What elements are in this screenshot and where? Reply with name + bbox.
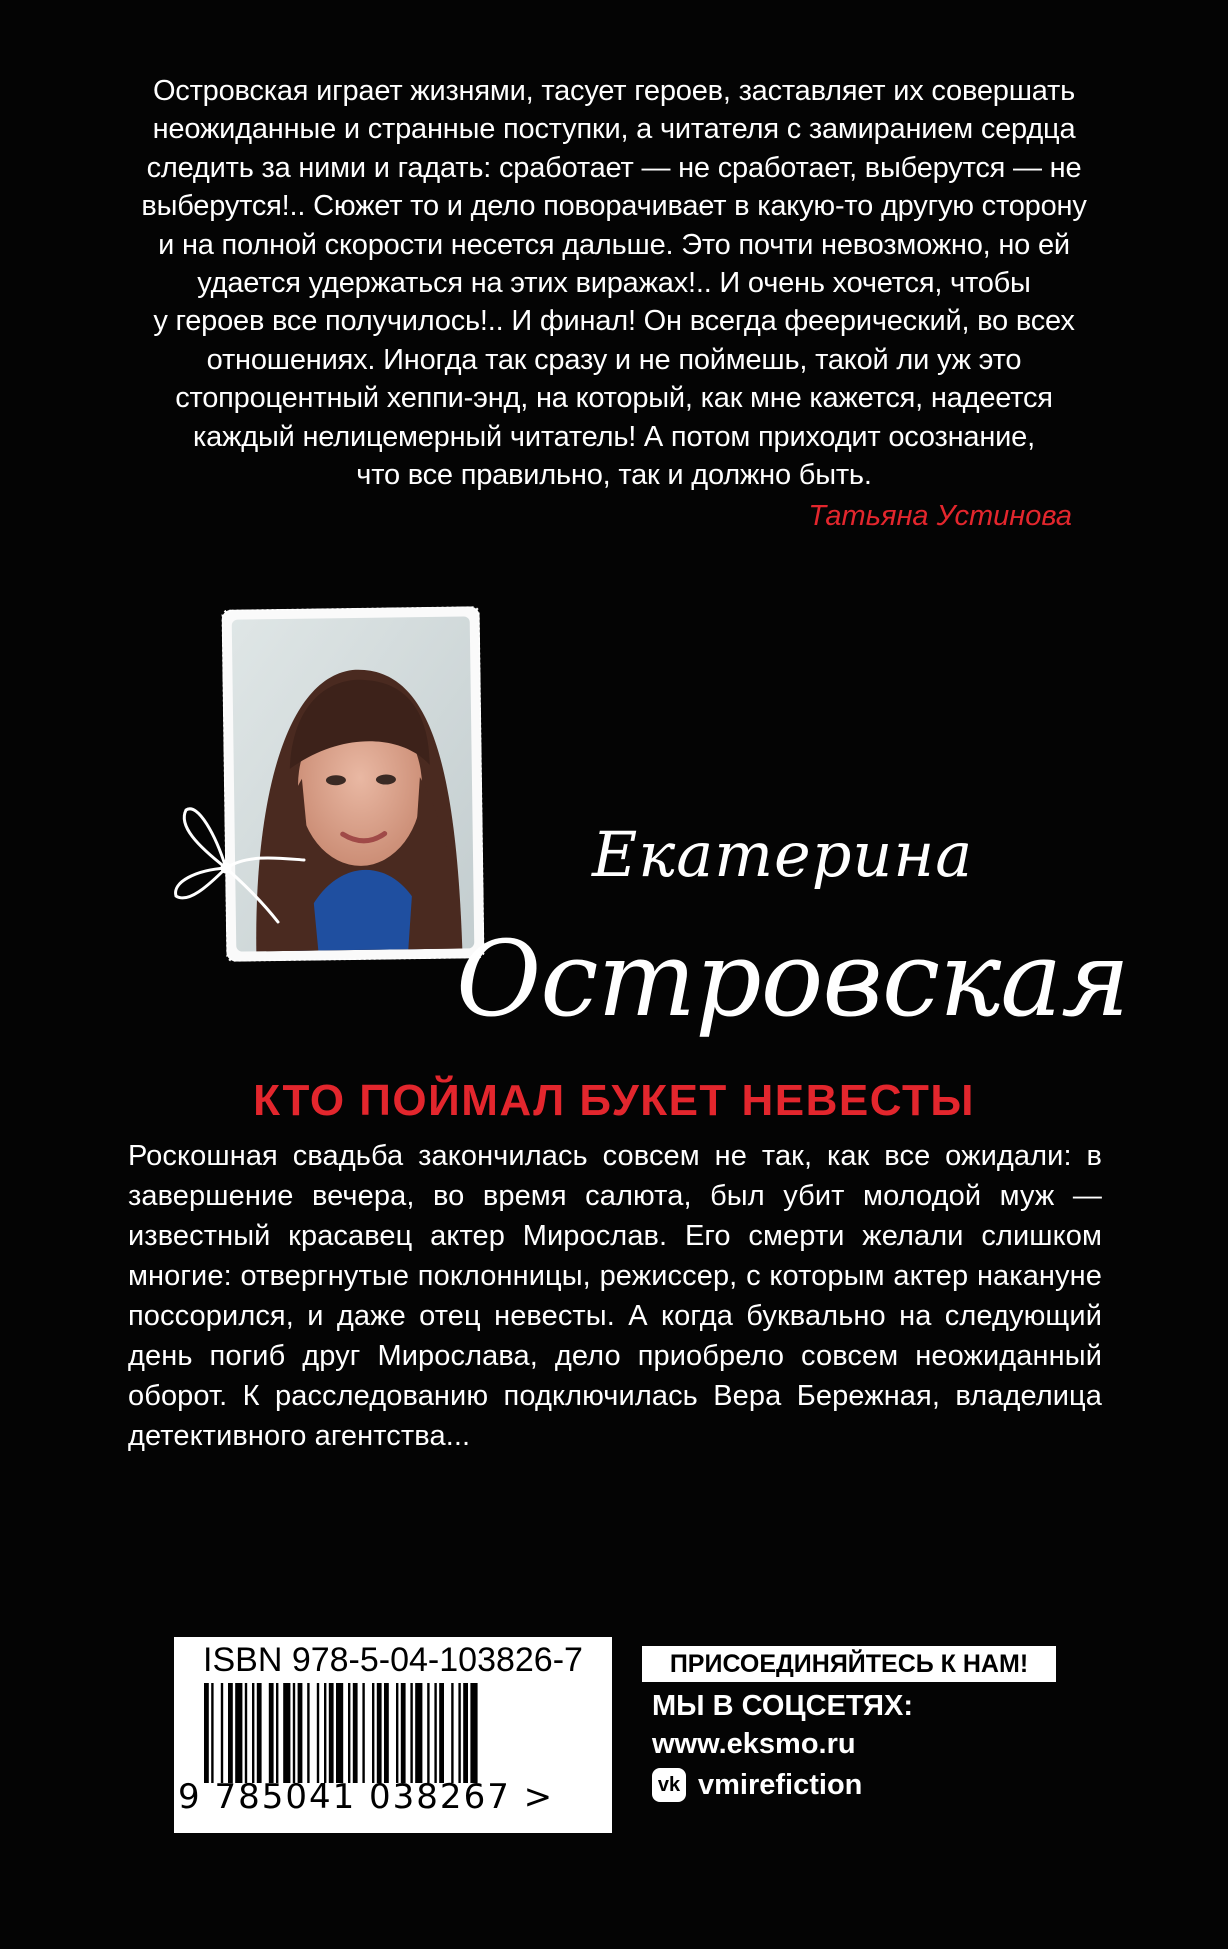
quote-line: и на полной скорости несется дальше. Это почти невозможно, но ей bbox=[158, 228, 1070, 261]
barcode-bar bbox=[269, 1683, 274, 1783]
author-last-name: Островская bbox=[456, 918, 1130, 1040]
barcode-bar bbox=[439, 1683, 444, 1783]
barcode-bar bbox=[458, 1683, 460, 1783]
book-blurb bbox=[128, 1136, 1102, 1456]
isbn-barcode bbox=[174, 1637, 612, 1833]
barcode-bar bbox=[401, 1683, 406, 1783]
barcode-bar bbox=[384, 1683, 389, 1783]
barcode-bars bbox=[204, 1683, 584, 1783]
barcode-bar bbox=[451, 1683, 453, 1783]
barcode-bar bbox=[221, 1683, 223, 1783]
quote-line: у героев все получилось!.. И финал! Он всегда феерический, во всех bbox=[153, 305, 1075, 338]
barcode-bar bbox=[324, 1683, 326, 1783]
author-first-name: Екатерина bbox=[592, 818, 974, 891]
barcode-bar bbox=[353, 1683, 358, 1783]
quote-attribution: Татьяна Устинова bbox=[808, 500, 1072, 532]
quote-line: стопроцентный хеппи-энд, на который, как мне кажется, надеется bbox=[175, 382, 1053, 415]
barcode-bar bbox=[204, 1683, 209, 1783]
barcode-bar bbox=[372, 1683, 374, 1783]
barcode-bar bbox=[317, 1683, 319, 1783]
barcode-bar bbox=[377, 1683, 382, 1783]
quote-line: отношениях. Иногда так сразу и не поймешь, такой ли уж это bbox=[206, 343, 1022, 376]
barcode-bar bbox=[307, 1683, 309, 1783]
quote-line: что все правильно, так и должно быть. bbox=[356, 459, 872, 492]
barcode-bar bbox=[211, 1683, 213, 1783]
barcode-bar bbox=[434, 1683, 436, 1783]
barcode-bar bbox=[410, 1683, 412, 1783]
vk-logo-icon: vk bbox=[652, 1768, 686, 1802]
barcode-bar bbox=[470, 1683, 477, 1783]
ribbon-bow-icon bbox=[168, 796, 308, 928]
barcode-bar bbox=[415, 1683, 422, 1783]
quote-line: удается удержаться на этих виражах!.. И очень хочется, чтобы bbox=[197, 267, 1031, 300]
quote-line: Островская играет жизнями, тасует героев, заставляет их совершать bbox=[152, 75, 1076, 107]
book-title: КТО ПОЙМАЛ БУКЕТ НЕВЕСТЫ bbox=[253, 1076, 975, 1125]
barcode-bar bbox=[348, 1683, 350, 1783]
quote-line: неожиданные и странные поступки, а читателя с замиранием сердца bbox=[152, 113, 1076, 146]
barcode-bar bbox=[228, 1683, 233, 1783]
barcode-bar bbox=[362, 1683, 364, 1783]
barcode-bar bbox=[257, 1683, 262, 1783]
barcode-bar bbox=[276, 1683, 278, 1783]
social-networks-label: МЫ В СОЦСЕТЯХ: bbox=[652, 1690, 914, 1722]
barcode-bar bbox=[252, 1683, 254, 1783]
barcode-bar bbox=[463, 1683, 468, 1783]
barcode-bar bbox=[396, 1683, 398, 1783]
barcode-bar bbox=[293, 1683, 295, 1783]
barcode-bar bbox=[329, 1683, 334, 1783]
vk-handle: vmirefiction bbox=[698, 1768, 863, 1801]
blurb-text: Роскошная свадьба закончилась совсем не так, как все ожидали: в завершение вечера, во время салюта, был убит молодой муж — известный красавец актер Мирослав. Его смерти желали слишком многие: отвергнутые поклонницы, режиссер, с которым актер накануне поссорился, и даже отец невесты. А когда буквально на следующий день погиб друг Мирослава, дело приобрело совсем неожиданный оборот. К расследованию подключилась Вера Бережная, владелица детективного агентства... bbox=[128, 1140, 1102, 1452]
quote-line: следить за ними и гадать: сработает — не сработает, выберутся — не bbox=[146, 151, 1082, 184]
barcode-bar bbox=[336, 1683, 343, 1783]
barcode-bar bbox=[298, 1683, 303, 1783]
barcode-bar bbox=[427, 1683, 429, 1783]
review-quote bbox=[110, 72, 1118, 494]
barcode-bar bbox=[235, 1683, 242, 1783]
barcode-bar bbox=[283, 1683, 290, 1783]
website-link[interactable]: www.eksmo.ru bbox=[652, 1728, 856, 1760]
quote-line: выберутся!.. Сюжет то и дело поворачивает в какую-то другую сторону bbox=[141, 190, 1087, 223]
vk-link[interactable] bbox=[652, 1768, 862, 1802]
join-us-banner: ПРИСОЕДИНЯЙТЕСЬ К НАМ! bbox=[642, 1646, 1056, 1682]
quote-line: каждый нелицемерный читатель! А потом приходит осознание, bbox=[193, 420, 1035, 453]
isbn-label: ISBN 978-5-04-103826-7 bbox=[203, 1641, 583, 1679]
barcode-bar bbox=[245, 1683, 247, 1783]
isbn-digits: 9 785041 038267 > bbox=[178, 1777, 555, 1817]
